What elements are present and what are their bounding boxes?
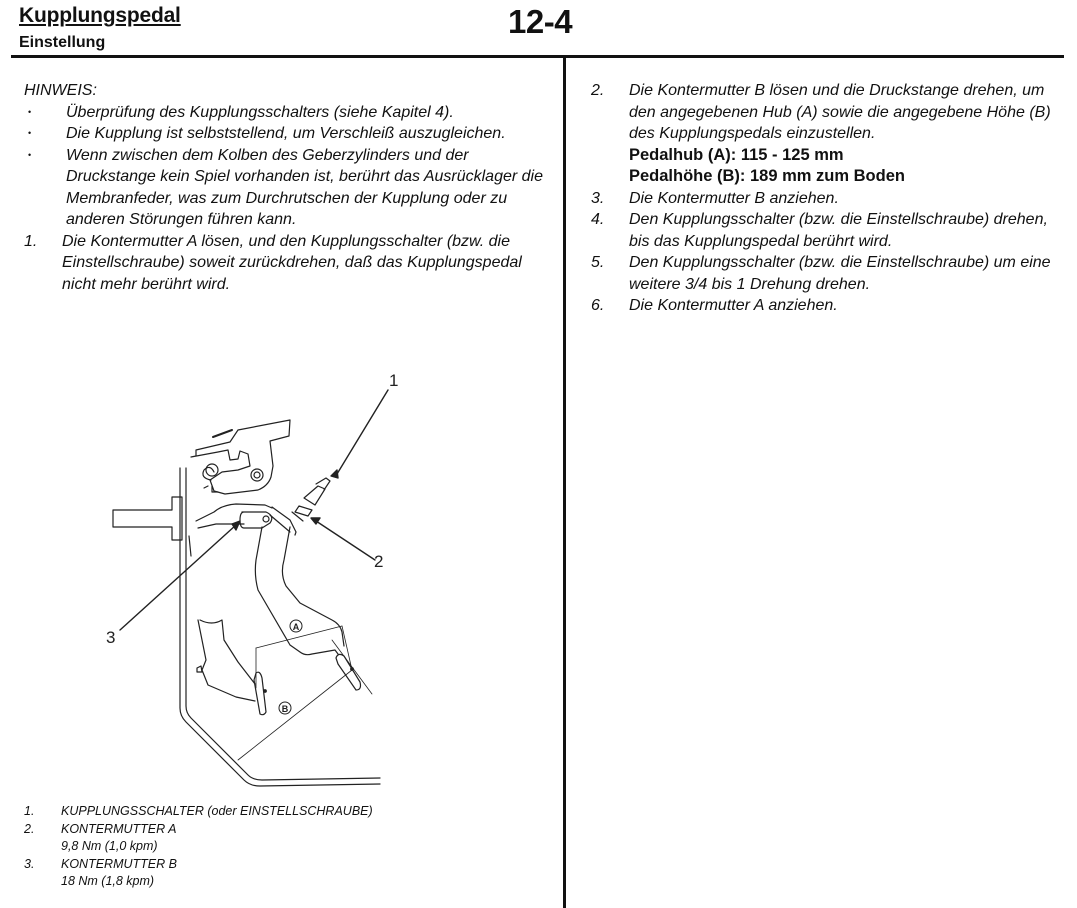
step-number: 6. (591, 297, 605, 314)
note-item (24, 102, 544, 124)
dimension-label-a (290, 620, 302, 632)
step-number: 5. (591, 254, 605, 271)
step-number: 1. (24, 232, 38, 250)
section-title: Kupplungspedal (19, 4, 181, 27)
diagram-legend (24, 803, 544, 891)
left-column (24, 80, 544, 295)
pedal-bracket (191, 420, 290, 494)
legend-text: KONTERMUTTER A (61, 821, 177, 836)
spec-pedal-stroke: Pedalhub (A): 115 - 125 mm (629, 145, 844, 164)
note-text: Die Kupplung ist selbststellend, um Verschleiß auszugleichen. (66, 125, 506, 142)
callout-3: 3 (106, 628, 116, 647)
step-item (591, 295, 1071, 317)
step-text: Den Kupplungsschalter (bzw. die Einstellschraube) um eine weitere 3/4 bis 1 Drehung drehen. (629, 254, 1051, 293)
page-number: 12-4 (508, 3, 573, 40)
legend-text: KUPPLUNGSSCHALTER (oder EINSTELLSCHRAUBE) (61, 804, 373, 818)
legend-number: 1. (24, 804, 35, 818)
svg-text:A: A (292, 622, 300, 632)
note-item (24, 145, 544, 231)
clutch-pedal-diagram (90, 360, 430, 790)
step-number: 2. (591, 82, 605, 99)
note-item (24, 123, 544, 145)
legend-torque: 9,8 Nm (1,0 kpm) (61, 839, 158, 853)
dimension-lines (238, 626, 372, 760)
step-number: 4. (591, 211, 605, 228)
legend-torque: 18 Nm (1,8 kpm) (61, 874, 155, 888)
section-subtitle: Einstellung (19, 34, 106, 51)
column-divider (563, 57, 566, 908)
legend-text: KONTERMUTTER B (61, 856, 177, 871)
legend-item (24, 821, 544, 856)
step-text: Die Kontermutter A anziehen. (629, 297, 838, 314)
bullet-icon: • (28, 128, 32, 138)
dimension-label-b (279, 702, 291, 714)
clutch-pedal-pad (336, 654, 361, 690)
svg-text:B: B (281, 704, 289, 714)
legend-item (24, 803, 544, 821)
step-number: 3. (591, 189, 605, 207)
step-item (591, 252, 1071, 295)
bullet-icon: • (28, 149, 32, 160)
note-text: Wenn zwischen dem Kolben des Geberzylinders und der Druckstange kein Spiel vorhanden ist, berührt das Ausrücklager die Membranfeder, was zum Durchrutschen der Kupplung oder zu anderen Störungen führen kann. (66, 146, 543, 228)
step-text: Den Kupplungsschalter (bzw. die Einstellschraube) drehen, bis das Kupplungspedal berührt wird. (629, 211, 1048, 250)
bullet-icon: • (28, 106, 32, 117)
master-cylinder-shaft (113, 497, 191, 556)
step-text: Die Kontermutter B anziehen. (629, 189, 839, 207)
spec-pedal-height: Pedalhöhe (B): 189 mm zum Boden (629, 167, 905, 185)
step-text: Die Kontermutter B lösen und die Druckstange drehen, um den angegebenen Hub (A) sowie die angegebene Höhe (B) des Kupplungspedals einzustellen. (629, 82, 1051, 142)
right-column (591, 80, 1071, 317)
callout-1: 1 (389, 371, 399, 390)
step-text: Die Kontermutter A lösen, und den Kupplungsschalter (bzw. die Einstellschraube) soweit zurückdrehen, daß das Kupplungspedal nicht mehr berührt wird. (62, 232, 522, 293)
step-item (591, 209, 1071, 252)
step-item (591, 80, 1071, 188)
note-label: HINWEIS: (24, 82, 97, 99)
callout-2: 2 (374, 552, 384, 571)
note-text: Überprüfung des Kupplungsschalters (siehe Kapitel 4). (66, 103, 454, 121)
clutch-switch (292, 478, 330, 521)
legend-number: 2. (24, 821, 35, 836)
step-item (24, 231, 544, 296)
legend-item (24, 856, 544, 891)
header-rule (11, 55, 1064, 58)
step-item (591, 188, 1071, 210)
legend-number: 3. (24, 856, 35, 871)
clutch-pedal-arm (255, 507, 344, 655)
